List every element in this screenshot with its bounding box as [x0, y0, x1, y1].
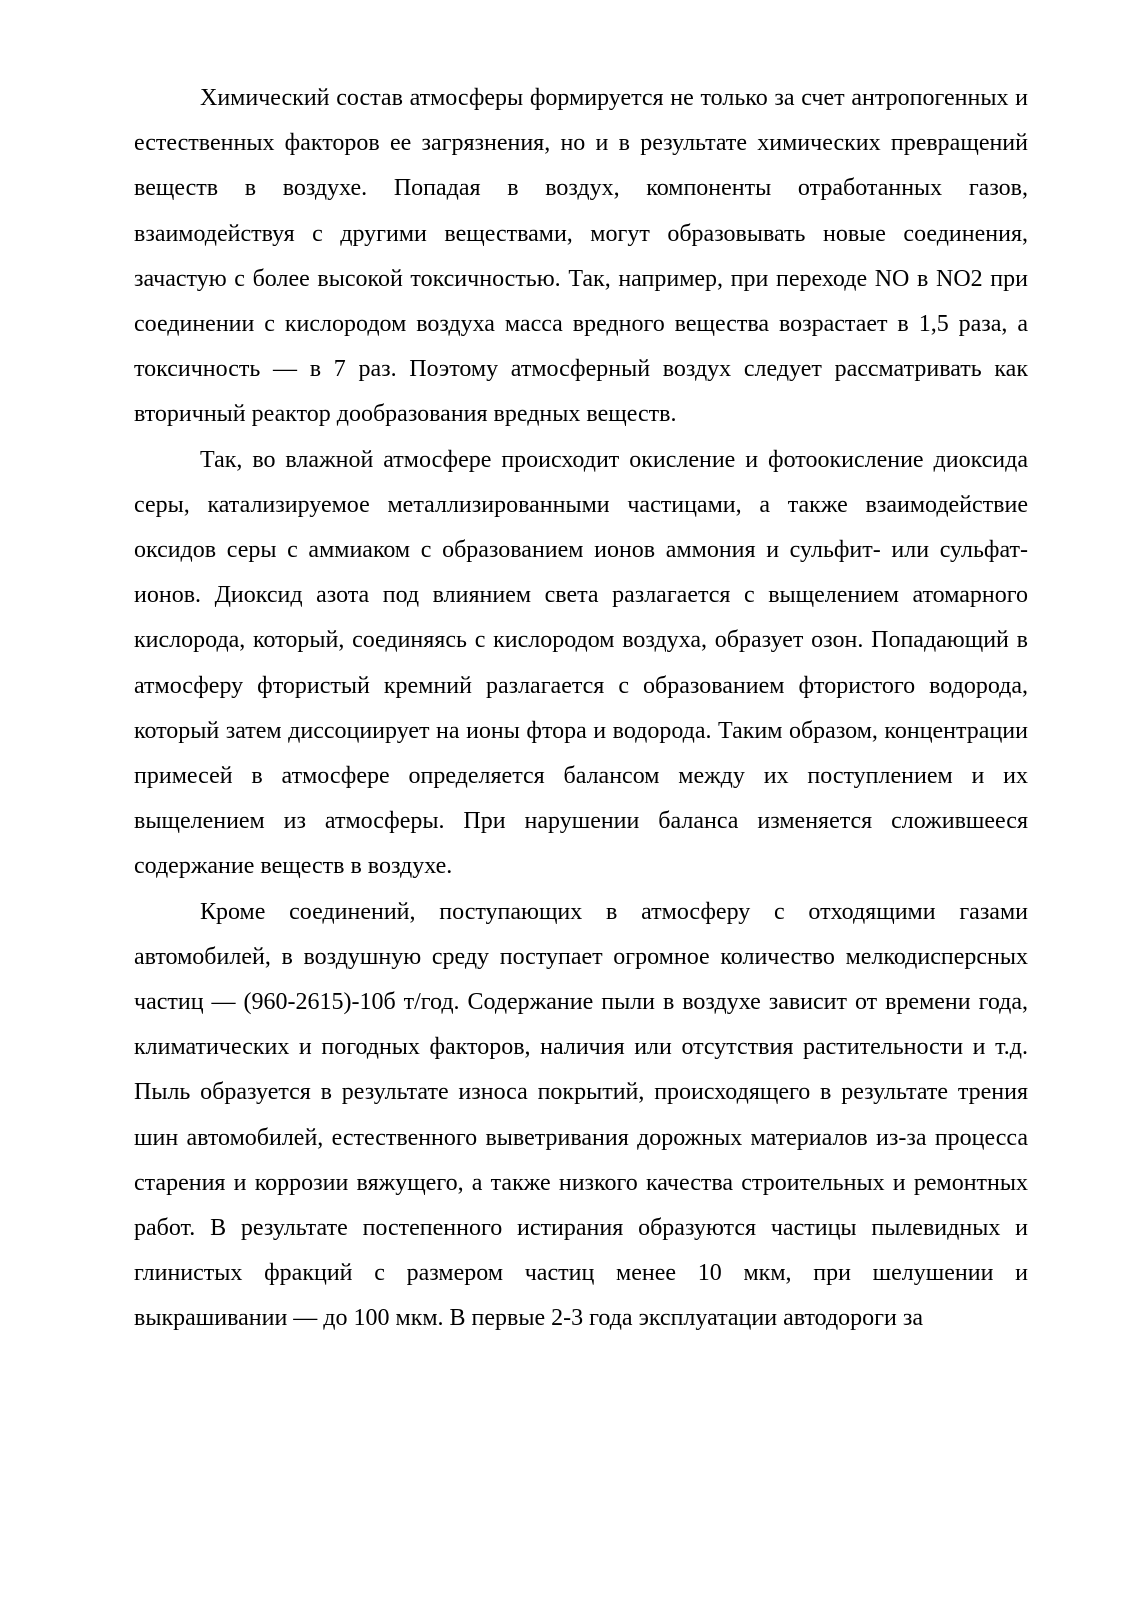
paragraph-atmosphere-composition: Химический состав атмосферы формируется не только за счет антропогенных и естественных факторов ее загрязнения, но и в результате химических превращений веществ в воздухе. Попадая в воздух, компоненты отработанных газов, взаимодействуя с другими веществами, могут образовывать новые соединения, зачастую с более высокой токсичностью. Так, например, при переходе NO в NO2 при соединении с кислородом воздуха масса вредного вещества возрастает в 1,5 раза, а токсичность — в 7 раз. Поэтому атмосферный воздух следует рассматривать как вторичный реактор дообразования вредных веществ. [134, 85, 1028, 428]
paragraph-chemical-reactions: Так, во влажной атмосфере происходит окисление и фотоокисление диоксида серы, катализируемое металлизированными частицами, а также взаимодействие оксидов серы с аммиаком с образованием ионов аммония и сульфит- или сульфат-ионов. Диоксид азота под влиянием света разлагается с выщелением атомарного кислорода, который, соединяясь с кислородом воздуха, образует озон. Попадающий в атмосферу фтористый кремний разлагается с образованием фтористого водорода, который затем диссоциирует на ионы фтора и водорода. Таким образом, концентрации примесей в атмосфере определяется балансом между их поступлением и их выщелением из атмосферы. При нарушении баланса изменяется сложившееся содержание веществ в воздухе. [134, 446, 1028, 880]
body-text [134, 76, 1028, 1342]
paragraph-dust-particles: Кроме соединений, поступающих в атмосферу с отходящими газами автомобилей, в воздушную среду поступает огромное количество мелкодисперсных частиц — (960-2615)-10б т/год. Содержание пыли в воздухе зависит от времени года, климатических и погодных факторов, наличия или отсутствия растительности и т.д. Пыль образуется в результате износа покрытий, происходящего в результате трения шин автомобилей, естественного выветривания дорожных материалов из-за процесса старения и коррозии вяжущего, а также низкого качества строительных и ремонтных работ. В результате постепенного истирания образуются частицы пылевидных и глинистых фракций с размером частиц менее 10 мкм, при шелушении и выкрашивании — до 100 мкм. В первые 2-3 года эксплуатации автодороги за [134, 898, 1028, 1332]
